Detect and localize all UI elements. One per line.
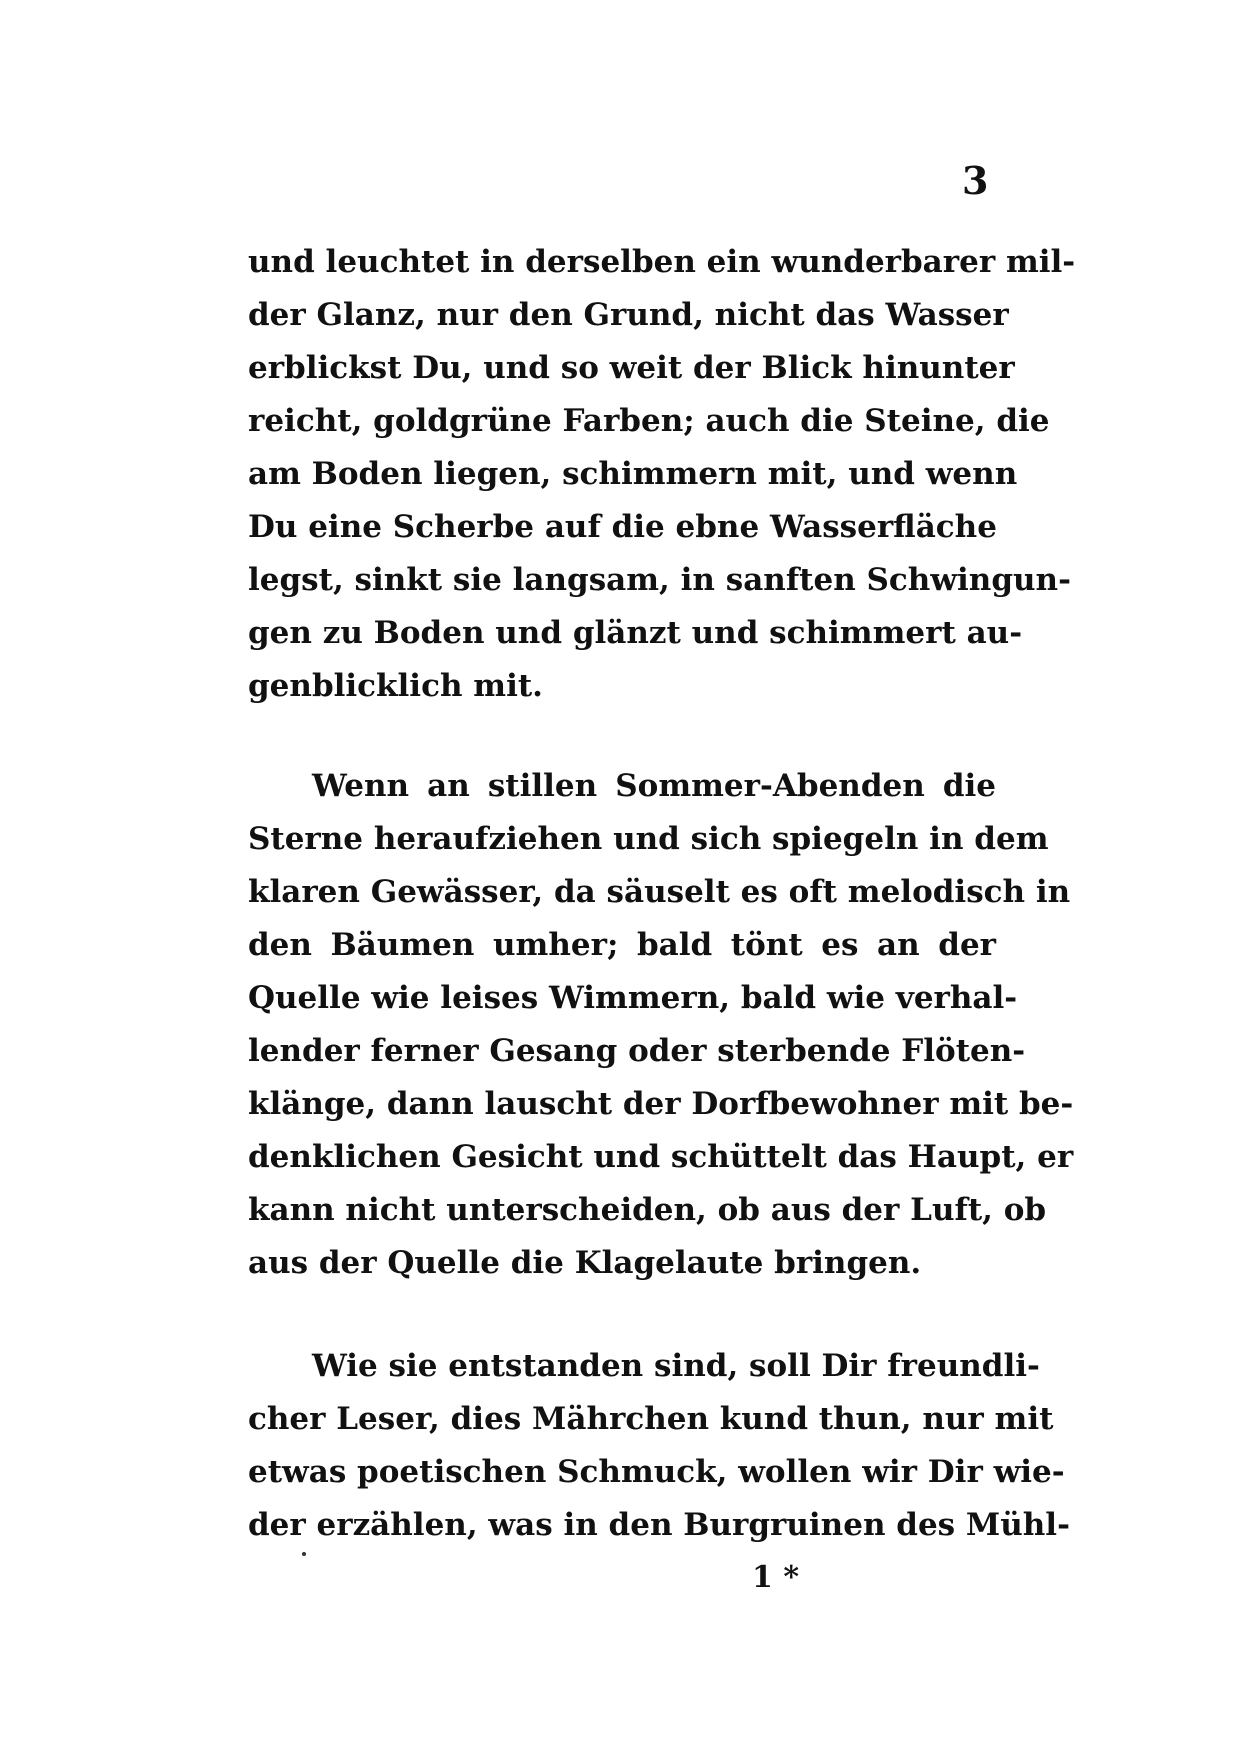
text-line: klänge, dann lauscht der Dorfbewohner mit be- bbox=[248, 1086, 1074, 1122]
text-line: reicht, goldgrüne Farben; auch die Steine, die bbox=[248, 403, 1050, 439]
text-line: der erzählen, was in den Burgruinen des Mühl- bbox=[248, 1507, 1070, 1543]
text-line: cher Leser, dies Mährchen kund thun, nur mit bbox=[248, 1401, 1054, 1437]
text-line: gen zu Boden und glänzt und schimmert au- bbox=[248, 615, 1023, 651]
text-line: den Bäumen umher; bald tönt es an der bbox=[248, 927, 996, 963]
text-line: Du eine Scherbe auf die ebne Wasserfläche bbox=[248, 509, 997, 545]
text-line: Quelle wie leises Wimmern, bald wie verhal- bbox=[248, 980, 1018, 1016]
text-line: erblickst Du, und so weit der Blick hinunter bbox=[248, 350, 1015, 386]
text-line: Wie sie entstanden sind, soll Dir freundli- bbox=[312, 1348, 1040, 1384]
paragraph-3 bbox=[248, 1340, 1070, 1552]
text-line: etwas poetischen Schmuck, wollen wir Dir wie- bbox=[248, 1454, 1065, 1490]
page-number: 3 bbox=[962, 158, 989, 203]
text-line: lender ferner Gesang oder sterbende Flöten- bbox=[248, 1033, 1026, 1069]
text-line: der Glanz, nur den Grund, nicht das Wasser bbox=[248, 297, 1009, 333]
ink-speck bbox=[302, 1552, 306, 1556]
text-line: denklichen Gesicht und schüttelt das Haupt, er bbox=[248, 1139, 1074, 1175]
text-line: genblicklich mit. bbox=[248, 668, 543, 704]
text-line: Sterne heraufziehen und sich spiegeln in dem bbox=[248, 821, 1049, 857]
text-line: aus der Quelle die Klagelaute bringen. bbox=[248, 1245, 922, 1281]
paragraph-1 bbox=[248, 236, 1076, 713]
text-line: legst, sinkt sie langsam, in sanften Schwingun- bbox=[248, 562, 1071, 598]
paragraph-2 bbox=[248, 760, 1074, 1290]
text-line: kann nicht unterscheiden, ob aus der Luft, ob bbox=[248, 1192, 1047, 1228]
text-line: am Boden liegen, schimmern mit, und wenn bbox=[248, 456, 1018, 492]
text-line: Wenn an stillen Sommer-Abenden die bbox=[312, 768, 996, 804]
text-line: klaren Gewässer, da säuselt es oft melodisch in bbox=[248, 874, 1071, 910]
signature-mark: 1 * bbox=[752, 1560, 800, 1595]
text-line: und leuchtet in derselben ein wunderbarer mil- bbox=[248, 244, 1076, 280]
